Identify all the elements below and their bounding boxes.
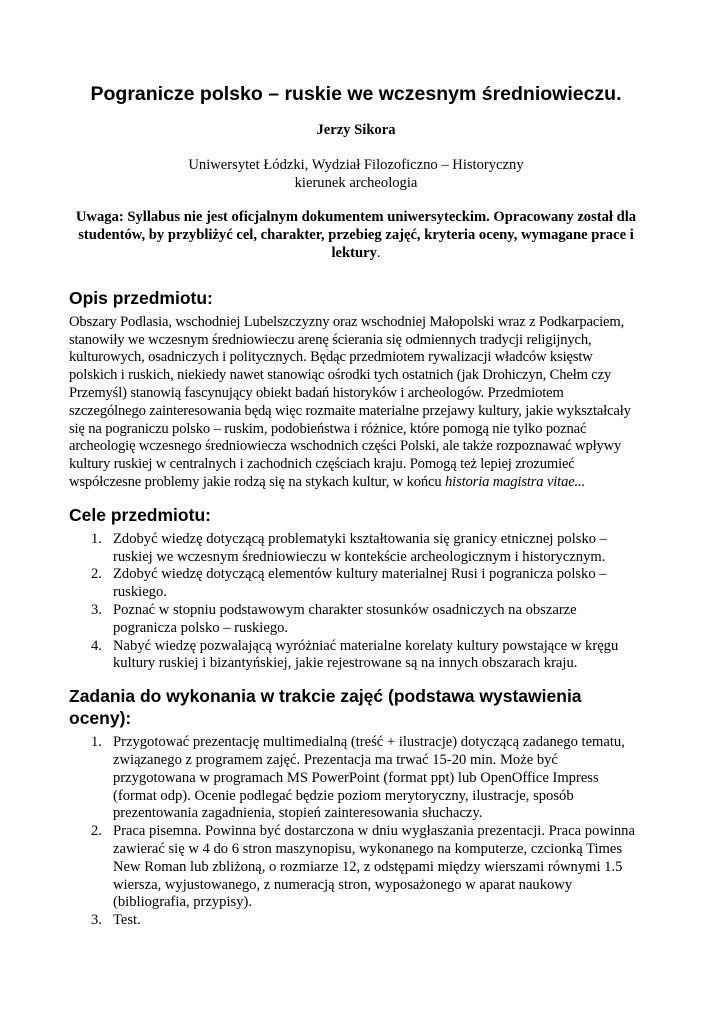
list-item-number: 3. (91, 601, 102, 618)
course-description-text: Obszary Podlasia, wschodniej Lubelszczyzny oraz wschodniej Małopolski wraz z Podkarpaciem, stanowiły we wczesnym średniowieczu arenę ścierania się odmiennych tradycji religijnych, kulturowych, osadniczych i politycznych. Będąc przedmiotem rywalizacji władców księstw polskich i ruskich, niekiedy nawet stanowiąc ośrodki tych ostatnich (jak Drohiczyn, Chełm czy Przemyśl) stanowią fascynujący obiekt badań historyków i archeologów. Przedmiotem szczególnego zainteresowania będą więc rozmaite materialne przejawy kultury, jakie wykształcały się na pograniczu polsko – ruskim, podobieństwa i różnice, które pomogą nie tylko poznać archeologię wczesnego średniowiecza wschodnich części Polski, ale także rozpoznawać wpływy kultury ruskiej w centralnych i zachodnich częściach kraju. Pomogą też lepiej zrozumieć współczesne problemy jakie rodzą się na stykach kultur, w końcu (69, 313, 631, 490)
list-item (69, 531, 643, 567)
list-item (69, 912, 643, 930)
document-title: Pogranicze polsko – ruskie we wczesnym średniowieczu. (90, 83, 622, 105)
syllabus-note-text: Uwaga: Syllabus nie jest oficjalnym dokumentem uniwersyteckim. Opracowany został dla studentów, by przybliżyć cel, charakter, przebieg zajęć, kryteria oceny, wymagane prace i lektury (75, 209, 637, 261)
goals-list (69, 531, 643, 673)
affiliation-line-1: Uniwersytet Łódzki, Wydział Filozoficzno – Historyczny (188, 156, 524, 173)
course-description-quote: historia magistra vitae... (445, 473, 586, 490)
section-heading-cele: Cele przedmiotu: (69, 504, 211, 525)
syllabus-note (69, 209, 643, 262)
list-item-text: Praca pisemna. Powinna być dostarczona w dniu wygłaszania prezentacji. Praca powinna zawierać się w 4 do 6 stron maszynopisu, wykonanego na komputerze, czcionką Times New Roman lub zbliżoną, o rozmiarze 12, z odstępami między wierszami równymi 1.5 wiersza, wyjustowanego, z numeracją stron, wyposażonego w aparat naukowy (bibliografia, przypisy). (113, 823, 635, 911)
list-item-number: 1. (91, 734, 102, 751)
section-heading-zadania: Zadania do wykonania w trakcie zajęć (podstawa wystawienia oceny): (69, 686, 582, 729)
author-name: Jerzy Sikora (316, 122, 396, 138)
list-item-text: Zdobyć wiedzę dotyczącą elementów kultury materialnej Rusi i pogranicza polsko – ruskiego. (113, 566, 607, 601)
list-item (69, 734, 643, 823)
syllabus-note-period: . (376, 244, 381, 261)
list-item-text: Nabyć wiedzę pozwalającą wyróżniać materialne korelaty kultury powstające w kręgu kultury ruskiej i bizantyńskiej, jakie rejestrowane są na innych obszarach kraju. (113, 637, 619, 672)
tasks-list (69, 734, 643, 930)
course-description (69, 314, 643, 492)
list-item-text: Zdobyć wiedzę dotyczącą problematyki kształtowania się granicy etnicznej polsko – ruskiej we wczesnym średniowieczu w kontekście archeologicznym i historycznym. (113, 530, 607, 565)
list-item-text: Poznać w stopniu podstawowym charakter stosunków osadniczych na obszarze pogranicza polsko – ruskiego. (113, 601, 577, 636)
list-item (69, 638, 643, 674)
section-heading-opis: Opis przedmiotu: (69, 287, 213, 308)
list-item-number: 2. (91, 566, 102, 583)
list-item-number: 4. (91, 637, 102, 654)
list-item-number: 3. (91, 912, 102, 929)
list-item-text: Test. (113, 912, 141, 929)
affiliation-line-2: kierunek archeologia (294, 174, 418, 191)
list-item (69, 602, 643, 638)
list-item-text: Przygotować prezentację multimedialną (treść + ilustracje) dotyczącą zadanego tematu, związanego z programem zajęć. Prezentacja ma trwać 15-20 min. Może być przygotowana w programach MS PowerPoint (format ppt) lub OpenOffice Impress (format odp). Ocenie podlegać będzie poziom merytoryczny, ilustracje, sposób prezentowania zagadnienia, stopień zainteresowania słuchaczy. (113, 734, 625, 822)
list-item-number: 2. (91, 823, 102, 840)
document-page (69, 80, 643, 942)
list-item (69, 823, 643, 912)
list-item (69, 566, 643, 602)
affiliation (69, 157, 643, 193)
list-item-number: 1. (91, 530, 102, 547)
